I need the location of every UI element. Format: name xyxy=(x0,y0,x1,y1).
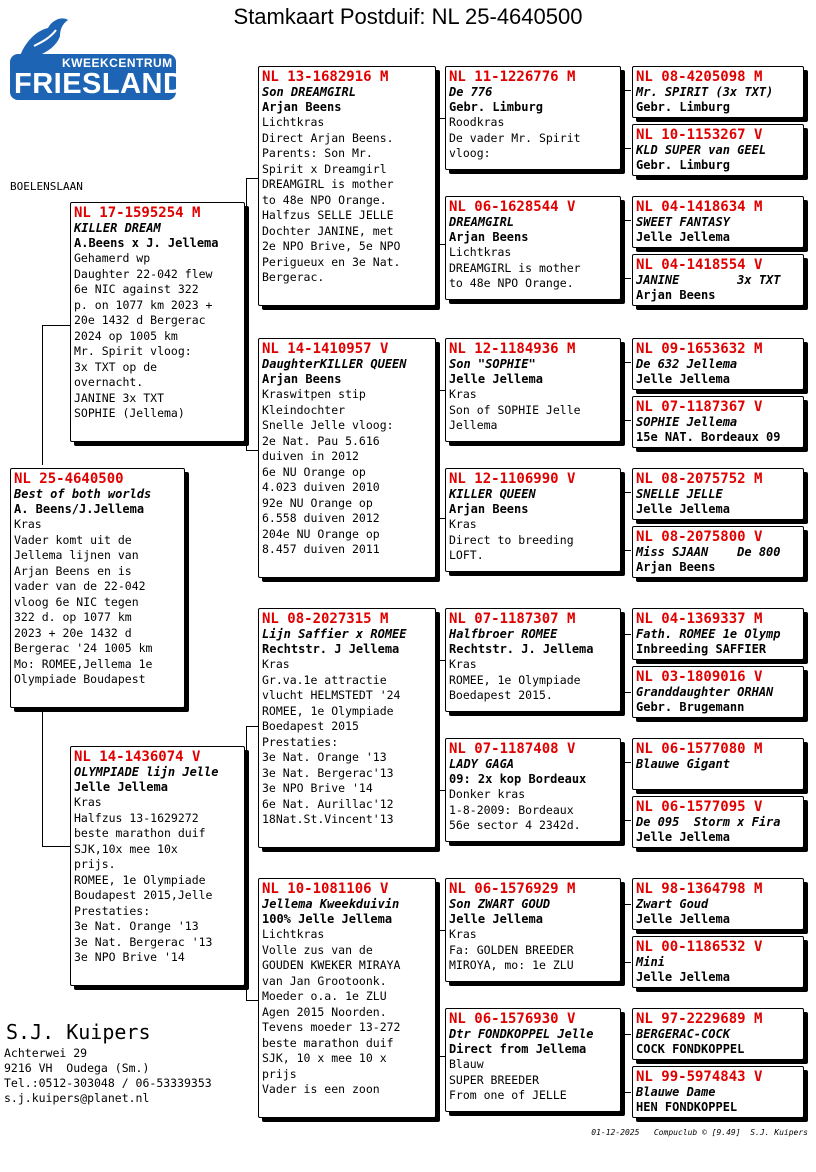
pigeon-name: Jellema Kweekduivin xyxy=(262,897,400,911)
pigeon-card-gg2[interactable] xyxy=(632,124,804,176)
notes: Kras ROMEE, 1e Olympiade Boedapest 2015. xyxy=(449,657,581,702)
breeder: Arjan Beens xyxy=(262,100,342,114)
connector-line xyxy=(436,660,437,790)
breeder: Rechtstr. J Jellema xyxy=(262,642,400,656)
breeder: A.Beens x J. Jellema xyxy=(74,236,219,250)
connector-line xyxy=(622,220,623,278)
pigeon-name: Zwart Goud xyxy=(636,897,709,911)
pigeon-name: Miss SJAAN De 800 xyxy=(636,545,781,559)
pigeon-card-ffm[interactable] xyxy=(445,196,621,300)
breeder: Jelle Jellema xyxy=(636,372,730,386)
pigeon-card-gg16[interactable] xyxy=(632,1066,804,1118)
ring-number: NL 00-1186532 V xyxy=(636,939,763,955)
ring-number: NL 07-1187367 V xyxy=(636,399,763,415)
breeder: Rechtstr. J. Jellema xyxy=(449,642,594,656)
connector-line xyxy=(42,325,70,326)
connector-line xyxy=(622,220,631,221)
pigeon-name: Best of both worlds xyxy=(14,487,152,501)
connector-line xyxy=(246,726,247,1000)
connector-line xyxy=(622,820,631,821)
owner-street: Achterwei 29 xyxy=(4,1046,88,1060)
pigeon-card-gg15[interactable] xyxy=(632,1008,804,1060)
breeder: Arjan Beens xyxy=(636,288,716,302)
notes: Gehamerd wp Daughter 22-042 flew 6e NIC against 322 p. on 1077 km 2023 + 20e 1432 d Bergerac 2024 op 1005 km Mr. Spirit vloog: 3x TXT op de overnacht. JANINE 3x TXT SOPHIE (Jellema) xyxy=(74,251,213,420)
breeder: Jelle Jellema xyxy=(636,970,730,984)
breeder: Jelle Jellema xyxy=(449,912,543,926)
logo-text-main: FRIESLAND xyxy=(14,68,185,100)
connector-line xyxy=(622,762,631,763)
pigeon-card-fm[interactable] xyxy=(258,338,436,578)
connector-line xyxy=(436,930,445,931)
footer: 01-12-2025 Compuclub © [9.49] S.J. Kuipers xyxy=(591,1128,808,1137)
pigeon-name: SWEET FANTASY xyxy=(636,215,730,229)
pigeon-name: Granddaughter ORHAN xyxy=(636,685,774,699)
pigeon-name: BERGERAC-COCK xyxy=(636,1027,730,1041)
notes: Kras Son of SOPHIE Jelle Jellema xyxy=(449,387,581,432)
breeder: Jelle Jellema xyxy=(636,912,730,926)
connector-line xyxy=(436,118,437,244)
ring-number: NL 14-1436074 V xyxy=(74,749,201,765)
notes: Kras Gr.va.1e attractie vlucht HELMSTEDT '24 ROMEE, 1e Olympiade Boedapest 2015 Prestaties: 3e Nat. Orange '13 3e Nat. Bergerac'13 3e NPO Brive '14 6e Nat. Aurillac'12 18Nat.St.Vincent'13 xyxy=(262,657,401,826)
breeder: 100% Jelle Jellema xyxy=(262,912,393,926)
notes: Donker kras 1-8-2009: Bordeaux 56e sector 4 2342d. xyxy=(449,787,581,832)
owner-phone: Tel.:0512-303048 / 06-53339353 xyxy=(4,1076,212,1090)
ring-number: NL 04-1418554 V xyxy=(636,257,763,273)
pigeon-card-mother[interactable] xyxy=(70,746,245,986)
pigeon-card-subject[interactable] xyxy=(10,468,185,708)
connector-line xyxy=(622,1092,631,1093)
ring-number: NL 07-1187408 V xyxy=(449,741,576,757)
ring-number: NL 06-1577095 V xyxy=(636,799,763,815)
connector-line xyxy=(622,492,631,493)
notes: Lichtkras DREAMGIRL is mother to 48e NPO Orange. xyxy=(449,245,581,290)
ring-number: NL 04-1369337 M xyxy=(636,611,763,627)
connector-line xyxy=(436,390,445,391)
connector-line xyxy=(436,118,445,119)
ring-number: NL 08-2027315 M xyxy=(262,611,389,627)
connector-line xyxy=(436,790,445,791)
pigeon-name: SOPHIE Jellema xyxy=(636,415,738,429)
breeder: Arjan Beens xyxy=(449,230,529,244)
breeder: Jelle Jellema xyxy=(449,372,543,386)
pigeon-card-fff[interactable] xyxy=(445,66,621,170)
ring-number: NL 06-1576930 V xyxy=(449,1011,576,1027)
connector-line xyxy=(246,1000,258,1001)
ring-number: NL 13-1682916 M xyxy=(262,69,389,85)
breeder: Gebr. Limburg xyxy=(636,158,730,172)
pigeon-card-mf[interactable] xyxy=(258,608,436,848)
connector-line xyxy=(42,708,43,846)
owner-address xyxy=(4,1046,212,1106)
pigeon-name: Fath. ROMEE 1e Olymp xyxy=(636,627,781,641)
connector-line xyxy=(622,762,623,820)
connector-line xyxy=(622,278,631,279)
breeder: Inbreeding SAFFIER xyxy=(636,642,767,656)
pigeon-name: SNELLE JELLE xyxy=(636,487,723,501)
ring-number: NL 25-4640500 xyxy=(14,471,124,487)
pigeon-card-fmf[interactable] xyxy=(445,338,621,442)
breeder: Arjan Beens xyxy=(449,502,529,516)
breeder: Jelle Jellema xyxy=(636,502,730,516)
ring-number: NL 03-1809016 V xyxy=(636,669,763,685)
pigeon-name: Blauwe Gigant xyxy=(636,757,730,771)
connector-line xyxy=(246,178,258,179)
logo xyxy=(10,18,185,100)
connector-line xyxy=(622,962,631,963)
connector-line xyxy=(622,90,623,148)
pigeon-card-ff[interactable] xyxy=(258,66,436,306)
breeder: Gebr. Brugemann xyxy=(636,700,745,714)
connector-line xyxy=(42,325,43,465)
ring-number: NL 10-1081106 V xyxy=(262,881,389,897)
notes: Kraswitpen stip Kleindochter Snelle Jelle vloog: 2e Nat. Pau 5.616 duiven in 2012 6e NU Orange op 4.023 duiven 2010 92e NU Orange op 6.558 duiven 2012 204e NU Orange op 8.457 duiven 2011 xyxy=(262,387,394,556)
pigeon-card-mff[interactable] xyxy=(445,608,621,712)
pigeon-card-gg9[interactable] xyxy=(632,608,804,660)
connector-line xyxy=(622,634,631,635)
connector-line xyxy=(622,362,631,363)
breeder: Jelle Jellema xyxy=(74,780,168,794)
connector-line xyxy=(622,420,631,421)
breeder: 09: 2x kop Bordeaux xyxy=(449,772,587,786)
pigeon-name: Lijn Saffier x ROMEE xyxy=(262,627,407,641)
connector-line xyxy=(42,846,70,847)
connector-line xyxy=(622,362,623,420)
connector-line xyxy=(622,634,623,692)
connector-line xyxy=(246,178,247,450)
pigeon-name: De 776 xyxy=(449,85,493,99)
breeder: 15e NAT. Bordeaux 09 xyxy=(636,430,781,444)
connector-line xyxy=(622,90,631,91)
pigeon-card-gg11[interactable] xyxy=(632,738,804,790)
pigeon-name: Mini xyxy=(636,955,665,969)
page-title: Stamkaart Postduif: NL 25-4640500 xyxy=(233,4,583,29)
pigeon-card-gg10[interactable] xyxy=(632,666,804,718)
ring-number: NL 10-1153267 V xyxy=(636,127,763,143)
breeder: COCK FONDKOPPEL xyxy=(636,1042,745,1056)
breeder: Arjan Beens xyxy=(262,372,342,386)
pigeon-card-fmm[interactable] xyxy=(445,468,621,572)
breeder: Direct from Jellema xyxy=(449,1042,587,1056)
pigeon-name: DaughterKILLER QUEEN xyxy=(262,357,407,371)
notes: Roodkras De vader Mr. Spirit vloog: xyxy=(449,115,581,160)
ring-number: NL 11-1226776 M xyxy=(449,69,576,85)
pigeon-card-father[interactable] xyxy=(70,202,245,442)
connector-line xyxy=(436,244,445,245)
breeder: Jelle Jellema xyxy=(636,230,730,244)
pigeon-card-mmf[interactable] xyxy=(445,878,621,982)
pigeon-name: De 632 Jellema xyxy=(636,357,738,371)
ring-number: NL 08-2075752 M xyxy=(636,471,763,487)
connector-line xyxy=(622,1034,631,1035)
pigeon-card-gg8[interactable] xyxy=(632,526,804,578)
connector-line xyxy=(622,692,631,693)
pigeon-card-gg5[interactable] xyxy=(632,338,804,390)
pigeon-card-mmm[interactable] xyxy=(445,1008,621,1112)
pigeon-card-gg4[interactable] xyxy=(632,254,804,306)
pigeon-card-gg3[interactable] xyxy=(632,196,804,248)
loft-label: BOELENSLAAN xyxy=(10,180,83,193)
notes: Kras Halfzus 13-1629272 beste marathon duif SJK,10x mee 10x prijs. ROMEE, 1e Olympiade Boudapest 2015,Jelle Prestaties: 3e Nat. Orange '13 3e Nat. Bergerac '13 3e NPO Brive '14 xyxy=(74,795,213,964)
connector-line xyxy=(436,390,437,518)
breeder: HEN FONDKOPPEL xyxy=(636,1100,738,1114)
ring-number: NL 07-1187307 M xyxy=(449,611,576,627)
pigeon-name: Son DREAMGIRL xyxy=(262,85,356,99)
ring-number: NL 14-1410957 V xyxy=(262,341,389,357)
pigeon-name: Halfbroer ROMEE xyxy=(449,627,558,641)
pigeon-card-gg12[interactable] xyxy=(632,796,804,848)
connector-line xyxy=(622,904,623,962)
notes: Blauw SUPER BREEDER From one of JELLE xyxy=(449,1057,567,1102)
owner-city: 9216 VH Oudega (Sm.) xyxy=(4,1061,150,1075)
pigeon-card-mfm[interactable] xyxy=(445,738,621,842)
pigeon-card-gg7[interactable] xyxy=(632,468,804,520)
logo-text-top: KWEEKCENTRUM xyxy=(62,56,173,70)
pigeon-name: LADY GAGA xyxy=(449,757,515,771)
ring-number: NL 99-5974843 V xyxy=(636,1069,763,1085)
ring-number: NL 09-1653632 M xyxy=(636,341,763,357)
pigeon-name: De 095 Storm x Fira xyxy=(636,815,781,829)
pigeon-name: Mr. SPIRIT (3x TXT) xyxy=(636,85,774,99)
owner-name: S.J. Kuipers xyxy=(6,1020,151,1044)
pigeon-name: KILLER DREAM xyxy=(74,221,161,235)
breeder: Arjan Beens xyxy=(636,560,716,574)
pigeon-name: KILLER QUEEN xyxy=(449,487,536,501)
connector-line xyxy=(246,450,258,451)
notes: Kras Direct to breeding LOFT. xyxy=(449,517,574,562)
connector-line xyxy=(622,492,623,550)
connector-line xyxy=(436,660,445,661)
pigeon-card-gg1[interactable] xyxy=(632,66,804,118)
connector-line xyxy=(436,518,445,519)
pigeon-name: JANINE 3x TXT xyxy=(636,273,781,287)
connector-line xyxy=(436,1056,445,1057)
pigeon-name: Son "SOPHIE" xyxy=(449,357,536,371)
pigeon-name: Blauwe Dame xyxy=(636,1085,716,1099)
connector-line xyxy=(246,726,258,727)
ring-number: NL 06-1628544 V xyxy=(449,199,576,215)
breeder: Jelle Jellema xyxy=(636,830,730,844)
connector-line xyxy=(622,148,631,149)
notes: Kras Vader komt uit de Jellema lijnen van Arjan Beens en is vader van de 22-042 vloog 6e NIC tegen 322 d. op 1077 km 2023 + 20e 1432 d Bergerac '24 1005 km Mo: ROMEE,Jellema 1e Olympiade Boudapest xyxy=(14,517,153,686)
ring-number: NL 98-1364798 M xyxy=(636,881,763,897)
breeder: Gebr. Limburg xyxy=(449,100,543,114)
ring-number: NL 12-1184936 M xyxy=(449,341,576,357)
connector-line xyxy=(622,1034,623,1092)
pigeon-name: DREAMGIRL xyxy=(449,215,515,229)
ring-number: NL 06-1577080 M xyxy=(636,741,763,757)
breeder: Gebr. Limburg xyxy=(636,100,730,114)
owner-email[interactable]: s.j.kuipers@planet.nl xyxy=(4,1091,150,1105)
pigeon-card-gg14[interactable] xyxy=(632,936,804,988)
connector-line xyxy=(622,550,631,551)
connector-line xyxy=(622,904,631,905)
ring-number: NL 08-4205098 M xyxy=(636,69,763,85)
ring-number: NL 17-1595254 M xyxy=(74,205,201,221)
pigeon-name: OLYMPIADE lijn Jelle xyxy=(74,765,219,779)
pigeon-card-mm[interactable] xyxy=(258,878,436,1118)
notes: Lichtkras Direct Arjan Beens. Parents: Son Mr. Spirit x Dreamgirl DREAMGIRL is mother to 48e NPO Orange. Halfzus SELLE JELLE Dochter JANINE, met 2e NPO Brive, 5e NPO Perigueux en 3e Nat. Bergerac. xyxy=(262,115,401,284)
pigeon-card-gg6[interactable] xyxy=(632,396,804,448)
connector-line xyxy=(436,930,437,1056)
ring-number: NL 97-2229689 M xyxy=(636,1011,763,1027)
pigeon-name: Son ZWART GOUD xyxy=(449,897,551,911)
pigeon-name: KLD SUPER van GEEL xyxy=(636,143,767,157)
breeder: A. Beens/J.Jellema xyxy=(14,502,145,516)
notes: Kras Fa: GOLDEN BREEDER MIROYA, mo: 1e ZLU xyxy=(449,927,574,972)
ring-number: NL 12-1106990 V xyxy=(449,471,576,487)
ring-number: NL 06-1576929 M xyxy=(449,881,576,897)
pigeon-card-gg13[interactable] xyxy=(632,878,804,930)
notes: Lichtkras Volle zus van de GOUDEN KWEKER MIRAYA van Jan Grootoonk. Moeder o.a. 1e ZLU Agen 2015 Noorden. Tevens moeder 13-272 beste marathon duif SJK, 10 x mee 10 x prijs Vader is een zoon xyxy=(262,927,401,1096)
ring-number: NL 04-1418634 M xyxy=(636,199,763,215)
ring-number: NL 08-2075800 V xyxy=(636,529,763,545)
pigeon-name: Dtr FONDKOPPEL Jelle xyxy=(449,1027,594,1041)
